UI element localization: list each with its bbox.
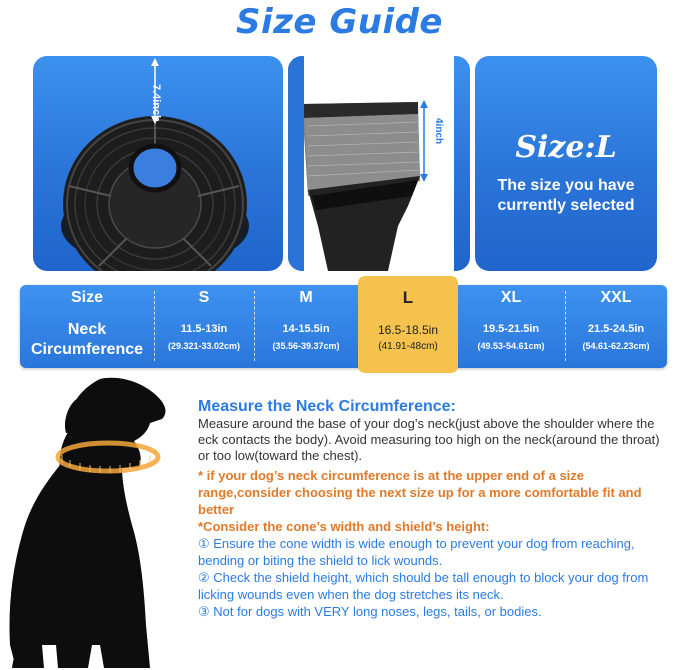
cone-side-measure-label: 4inch xyxy=(433,118,444,145)
selected-size-panel xyxy=(475,56,657,271)
tip-3: ③ Not for dogs with VERY long noses, legs, tails, or bodies. xyxy=(198,604,542,619)
range-in-s: 11.5-13in xyxy=(180,323,228,335)
cone-side-image xyxy=(288,56,470,271)
selected-size-heading: Size:L xyxy=(515,130,617,165)
cone-top-measure-label: 7.4inch xyxy=(150,84,162,122)
consider-heading: *Consider the cone’s width and shield’s height: xyxy=(198,519,490,534)
cone-top-view-panel xyxy=(33,56,283,271)
tip-1: ① Ensure the cone width is wide enough to prevent your dog from reaching, bending or biting the shield to lick wounds. xyxy=(198,536,635,568)
row-label-neck-line1: Neck xyxy=(67,321,107,338)
range-cm-l: (41.91-48cm) xyxy=(378,341,438,352)
row-label-neck-line2: Circumference xyxy=(30,341,144,358)
size-header-m: M xyxy=(299,289,313,306)
measure-heading: Measure the Neck Circumference: xyxy=(198,398,456,415)
range-in-xl: 19.5-21.5in xyxy=(482,323,540,335)
size-header-l: L xyxy=(402,288,414,307)
selected-size-caption-line1: The size you have xyxy=(497,177,635,194)
page-title: Size Guide xyxy=(236,2,443,42)
instructions-block xyxy=(198,398,668,620)
range-in-l: 16.5-18.5in xyxy=(377,323,439,337)
range-cm-s: (29.321-33.02cm) xyxy=(167,341,241,351)
selected-size-caption xyxy=(475,176,657,216)
size-header-s: S xyxy=(198,289,210,306)
range-in-m: 14-15.5in xyxy=(282,323,330,335)
range-cm-xxl: (54.61-62.23cm) xyxy=(582,341,650,351)
measure-body: Measure around the base of your dog’s neck(just above the shoulder where the eck contacts the body). Avoid measuring too high on the neck(around the throat) or too low(toward the chest). xyxy=(198,416,660,463)
size-header-xl: XL xyxy=(500,289,522,306)
range-in-xxl: 21.5-24.5in xyxy=(587,323,645,335)
range-cm-m: (35.56-39.37cm) xyxy=(272,341,340,351)
dog-silhouette-image xyxy=(0,375,200,670)
row-label-neck xyxy=(20,320,154,360)
upper-range-warning: * if your dog’s neck circumference is at the upper end of a size range,consider choosing the next size up for a more comfortable fit and better xyxy=(198,468,642,517)
range-cm-xl: (49.53-54.61cm) xyxy=(477,341,545,351)
selected-size-caption-line2: currently selected xyxy=(497,197,635,214)
tip-2: ② Check the shield height, which should be tall enough to block your dog from licking wounds even when the dog stretches its neck. xyxy=(198,570,649,602)
row-label-size: Size xyxy=(70,289,103,306)
size-header-xxl: XXL xyxy=(600,289,632,306)
selected-size-column xyxy=(358,276,458,373)
cone-side-view-panel xyxy=(288,56,470,271)
size-table xyxy=(20,285,667,368)
